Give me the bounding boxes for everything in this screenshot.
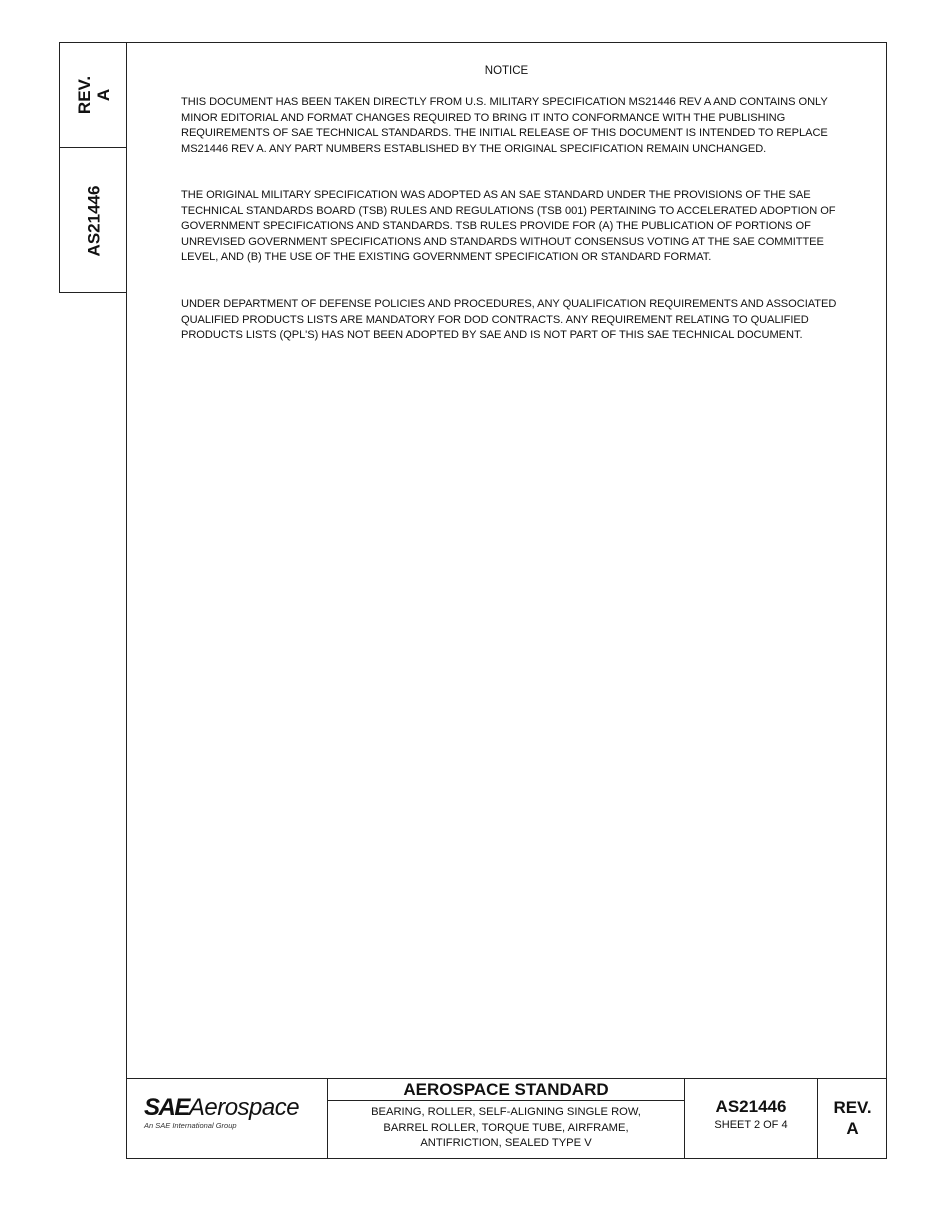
revision: [818, 1097, 887, 1139]
side-rev-box: [60, 43, 127, 148]
side-doc-number: AS21446: [84, 185, 103, 257]
revision-label: REV.: [833, 1098, 872, 1117]
side-rev-value: A: [93, 88, 113, 102]
sheet-number: SHEET 2 OF 4: [714, 1119, 788, 1131]
notice-paragraph: UNDER DEPARTMENT OF DEFENSE POLICIES AND PROCEDURES, ANY QUALIFICATION REQUIREMENTS AND ASSOCIATED QUALIFIED PRODUCTS LISTS ARE MANDATORY FOR DOD CONTRACTS. ANY REQUIREMENT RELATING TO QUALIFIED PRODUCTS LISTS (QPL'S) HAS NOT BEEN ADOPTED BY SAE AND IS NOT PART OF THIS SAE TECHNICAL DOCUMENT.: [181, 298, 837, 342]
title-block: [126, 1078, 887, 1159]
logo-aerospace: Aerospace: [188, 1094, 300, 1121]
side-rev-label: REV.: [74, 75, 94, 115]
description-line: BEARING, ROLLER, SELF-ALIGNING SINGLE ROW,: [371, 1106, 641, 1118]
standard-heading: AEROSPACE STANDARD: [328, 1079, 684, 1101]
revision-cell: [818, 1079, 887, 1159]
sae-logo-cell: [126, 1079, 328, 1159]
sae-aerospace-logo: [144, 1094, 299, 1122]
document-number-cell: [685, 1079, 818, 1159]
document-number: AS21446: [715, 1097, 787, 1116]
side-tab: [59, 42, 127, 293]
description-line: BARREL ROLLER, TORQUE TUBE, AIRFRAME,: [383, 1121, 629, 1134]
side-rev-text: [75, 76, 113, 114]
part-description: [328, 1105, 684, 1152]
notice-paragraph: THE ORIGINAL MILITARY SPECIFICATION WAS ADOPTED AS AN SAE STANDARD UNDER THE PROVISIONS OF THE SAE TECHNICAL STANDARDS BOARD (TSB) RULES AND REGULATIONS (TSB 001) PERTAINING TO ACCELERATED ADOPTION OF GOVERNMENT SPECIFICATIONS AND STANDARDS. TSB RULES PROVIDE FOR (A) THE PUBLICATION OF PORTIONS OF UNREVISED GOVERNMENT SPECIFICATIONS AND STANDARDS WITHOUT CONSENSUS VOTING AT THE SAE COMMITTEE LEVEL, AND (B) THE USE OF THE EXISTING GOVERNMENT SPECIFICATION OR STANDARD FORMAT.: [181, 189, 836, 264]
revision-value: A: [846, 1119, 859, 1138]
notice-title: NOTICE: [484, 65, 529, 77]
logo-tagline: An SAE International Group: [144, 1121, 237, 1130]
notice-paragraph: THIS DOCUMENT HAS BEEN TAKEN DIRECTLY FROM U.S. MILITARY SPECIFICATION MS21446 REV A AND CONTAINS ONLY MINOR EDITORIAL AND FORMAT CHANGES REQUIRED TO BRING IT INTO CONFORMANCE WITH THE PUBLISHING REQUIREMENTS OF SAE TECHNICAL STANDARDS. THE INITIAL RELEASE OF THIS DOCUMENT IS INTENDED TO REPLACE MS21446 REV A. ANY PART NUMBERS ESTABLISHED BY THE ORIGINAL SPECIFICATION REMAIN UNCHANGED.: [181, 96, 828, 155]
logo-sae: SAE: [144, 1094, 189, 1121]
title-cell: [328, 1079, 685, 1159]
side-doc-number-box: [60, 148, 127, 294]
description-line: ANTIFRICTION, SEALED TYPE V: [420, 1137, 592, 1149]
